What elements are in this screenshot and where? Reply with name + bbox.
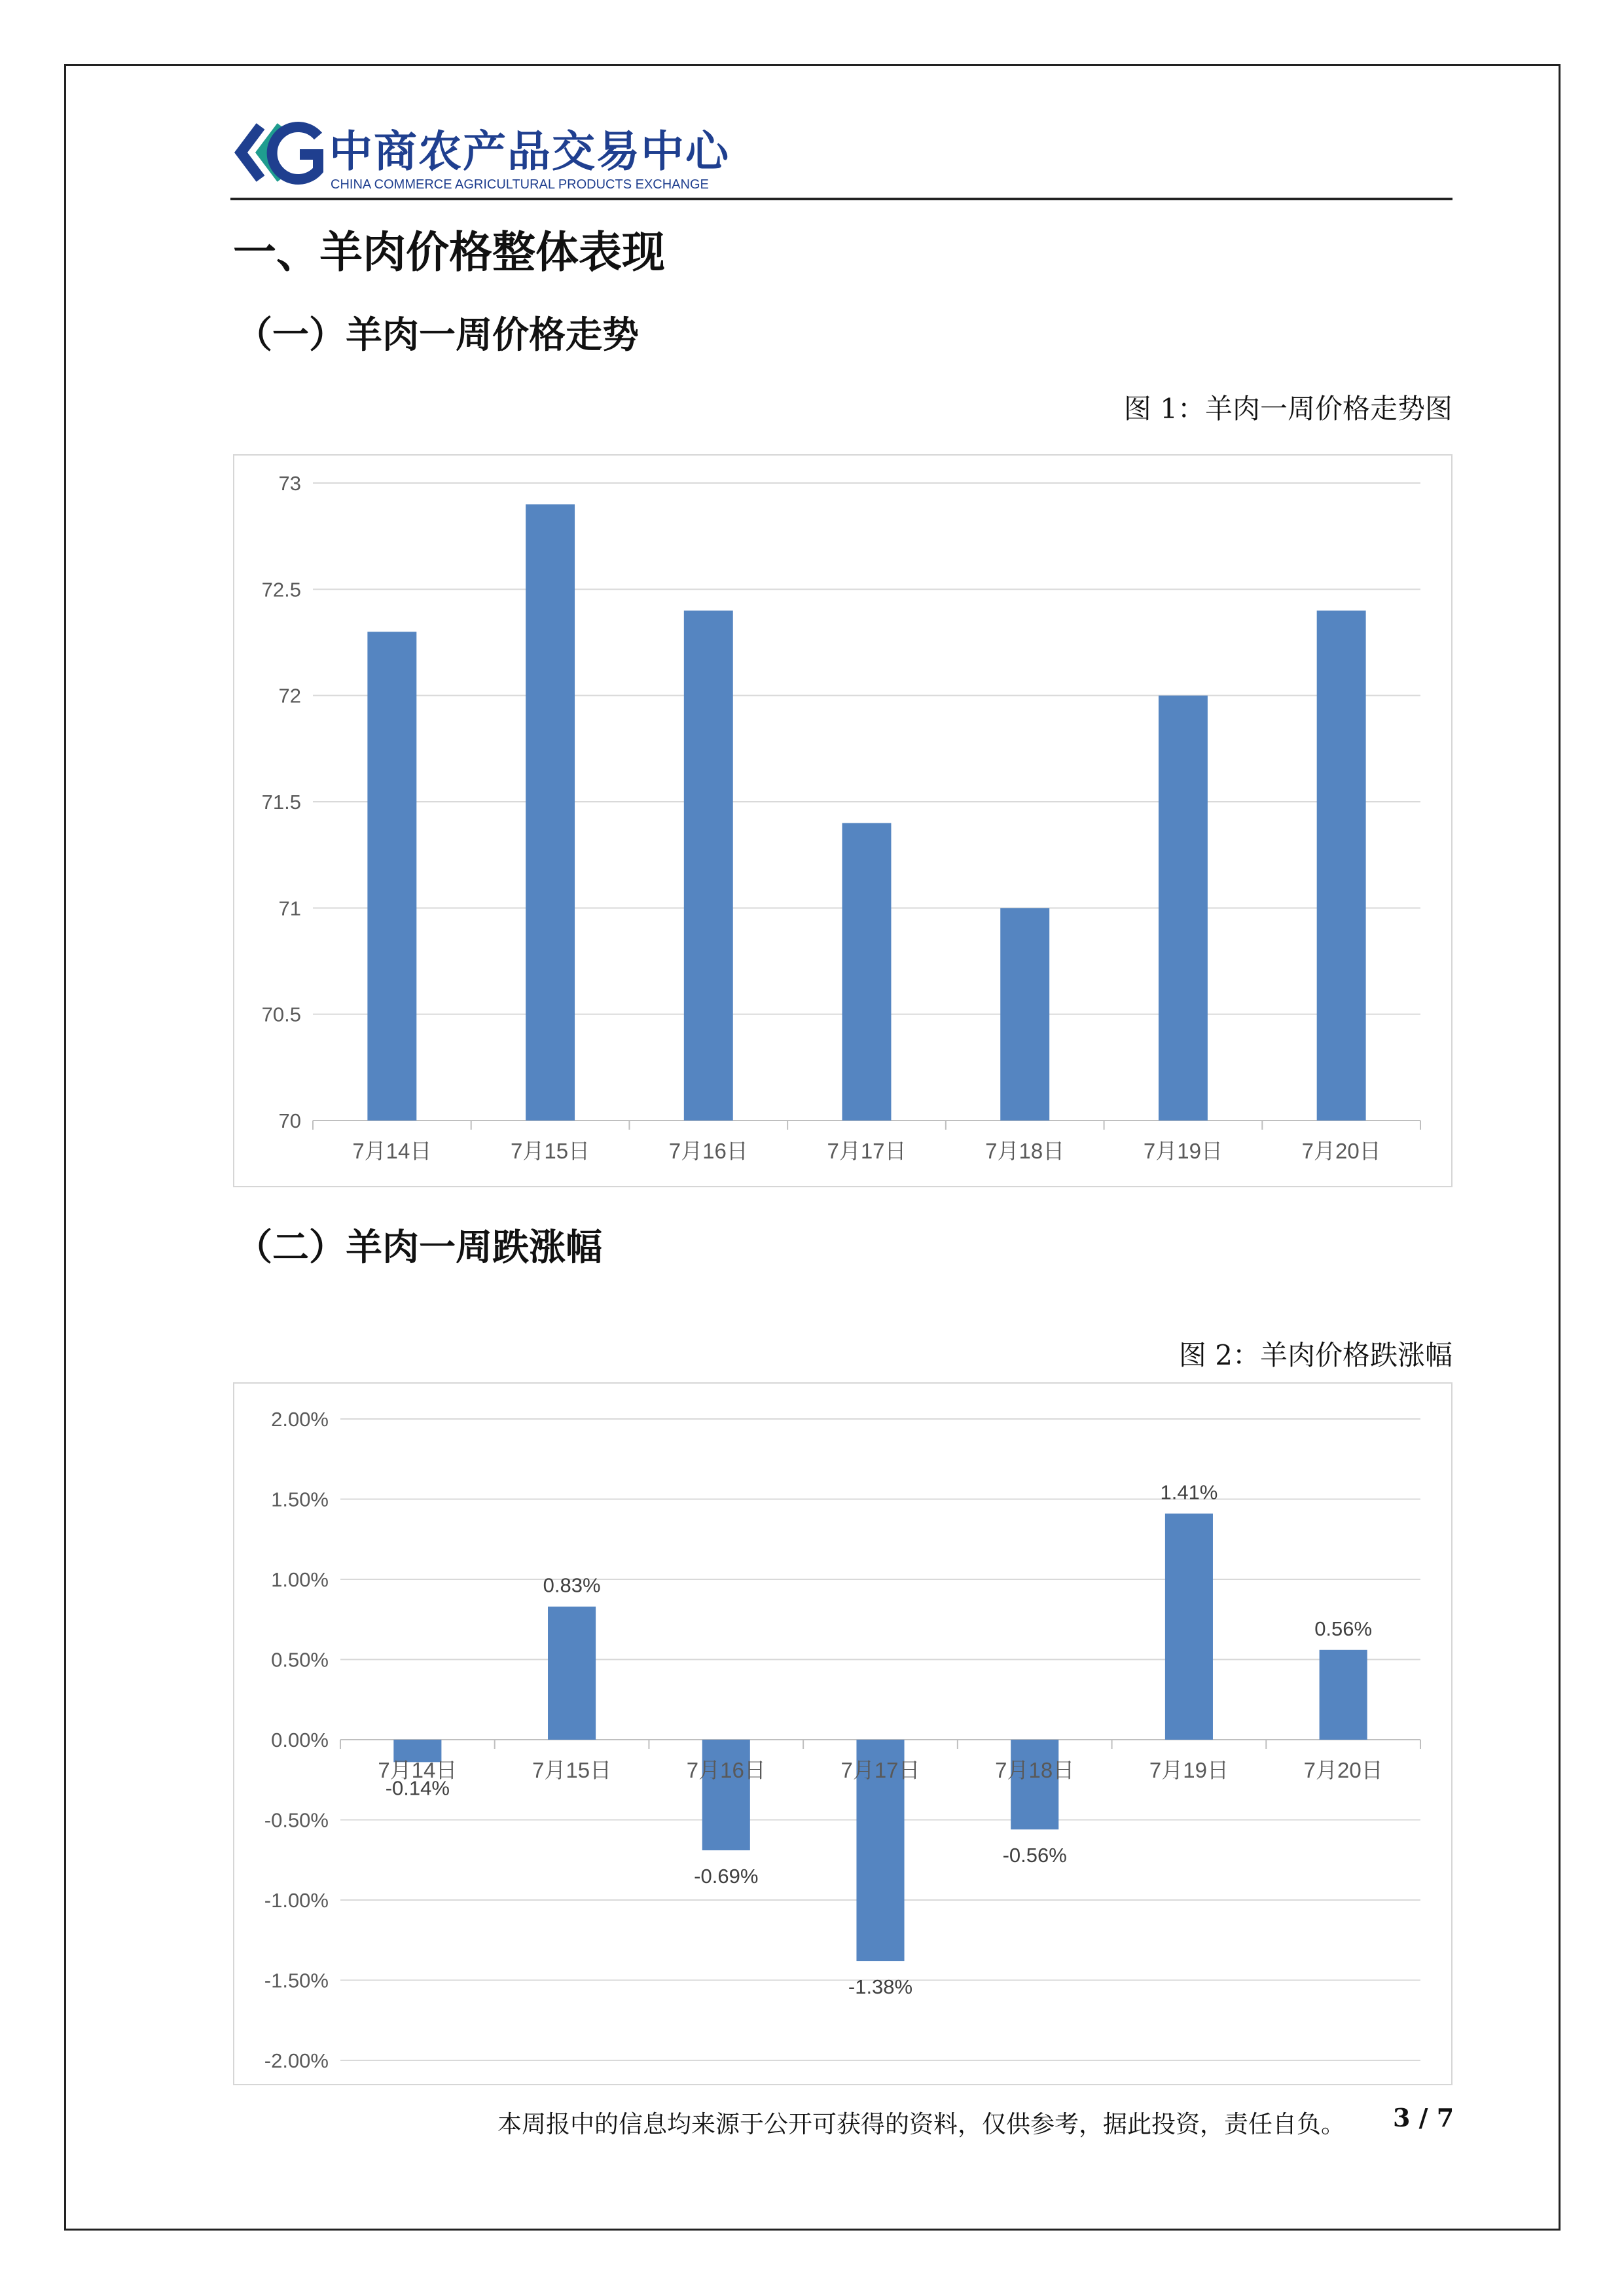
bar: [548, 1607, 596, 1740]
bar: [1000, 908, 1049, 1121]
subsection-title-2: （二）羊肉一周跌涨幅: [236, 1227, 602, 1269]
y-tick-label: -0.50%: [264, 1808, 329, 1832]
y-tick-label: 70: [278, 1109, 301, 1132]
page-number: 3 / 7: [1393, 2103, 1454, 2132]
y-tick-label: -1.00%: [264, 1889, 329, 1912]
x-category-label: 7月17日: [827, 1139, 907, 1163]
y-tick-label: 1.50%: [271, 1488, 329, 1511]
x-category-label: 7月14日: [378, 1758, 458, 1782]
section-title: 一、羊肉价格整体表现: [233, 227, 665, 278]
x-category-label: 7月20日: [1301, 1139, 1381, 1163]
x-category-label: 7月15日: [511, 1139, 590, 1163]
org-name-cn: 中商农产品交易中心: [329, 126, 730, 177]
figure-caption-2: 图 2：羊肉价格跌涨幅: [1178, 1339, 1453, 1371]
bar: [367, 632, 416, 1121]
y-tick-label: -2.00%: [264, 2049, 329, 2072]
data-label: -0.69%: [694, 1865, 759, 1888]
data-label: -0.14%: [385, 1776, 450, 1800]
bar: [684, 611, 733, 1121]
x-category-label: 7月19日: [1143, 1139, 1223, 1163]
x-category-label: 7月14日: [352, 1139, 432, 1163]
y-tick-label: 72: [278, 684, 301, 708]
x-category-label: 7月16日: [668, 1139, 748, 1163]
x-category-label: 7月18日: [985, 1139, 1065, 1163]
y-tick-label: 72.5: [261, 578, 301, 601]
figure-caption-1: 图 1：羊肉一周价格走势图: [1123, 393, 1453, 425]
data-label: -1.38%: [848, 1975, 913, 1999]
bar: [1320, 1650, 1367, 1740]
bar: [1011, 1740, 1058, 1829]
chart-svg: [234, 456, 1451, 1186]
x-category-label: 7月18日: [995, 1758, 1075, 1782]
bar: [1165, 1514, 1213, 1740]
x-category-label: 7月19日: [1149, 1758, 1229, 1782]
price-change-chart: [233, 1382, 1453, 2085]
bar: [526, 504, 575, 1121]
x-category-label: 7月20日: [1303, 1758, 1383, 1782]
y-tick-label: 73: [278, 472, 301, 495]
y-tick-label: 0.50%: [271, 1648, 329, 1672]
y-tick-label: 71: [278, 897, 301, 920]
data-label: 0.83%: [543, 1573, 601, 1597]
subsection-title-1: （一）羊肉一周价格走势: [236, 314, 639, 357]
data-label: 0.56%: [1314, 1617, 1373, 1640]
y-tick-label: 0.00%: [271, 1729, 329, 1751]
bar: [842, 823, 892, 1121]
y-tick-label: 1.00%: [271, 1568, 329, 1591]
bar: [702, 1740, 750, 1850]
bar: [1317, 611, 1366, 1121]
data-label: 1.41%: [1160, 1480, 1218, 1504]
x-category-label: 7月16日: [686, 1758, 766, 1782]
chart-svg: [234, 1384, 1451, 2084]
x-category-label: 7月15日: [532, 1758, 612, 1782]
footer-disclaimer: 本周报中的信息均来源于公开可获得的资料，仅供参考，据此投资，责任自负。: [497, 2110, 1345, 2138]
org-name-en: CHINA COMMERCE AGRICULTURAL PRODUCTS EXCHANGE: [331, 177, 709, 192]
y-tick-label: -1.50%: [264, 1969, 329, 1992]
x-category-label: 7月17日: [840, 1758, 920, 1782]
bar: [1159, 696, 1208, 1121]
exchange-logo-icon: [234, 117, 326, 188]
y-tick-label: 71.5: [261, 791, 301, 814]
data-label: -0.56%: [1002, 1844, 1067, 1867]
price-trend-chart: [233, 454, 1453, 1187]
y-tick-label: 70.5: [261, 1003, 301, 1026]
header-rule: [230, 198, 1453, 200]
y-tick-label: 2.00%: [271, 1408, 329, 1431]
